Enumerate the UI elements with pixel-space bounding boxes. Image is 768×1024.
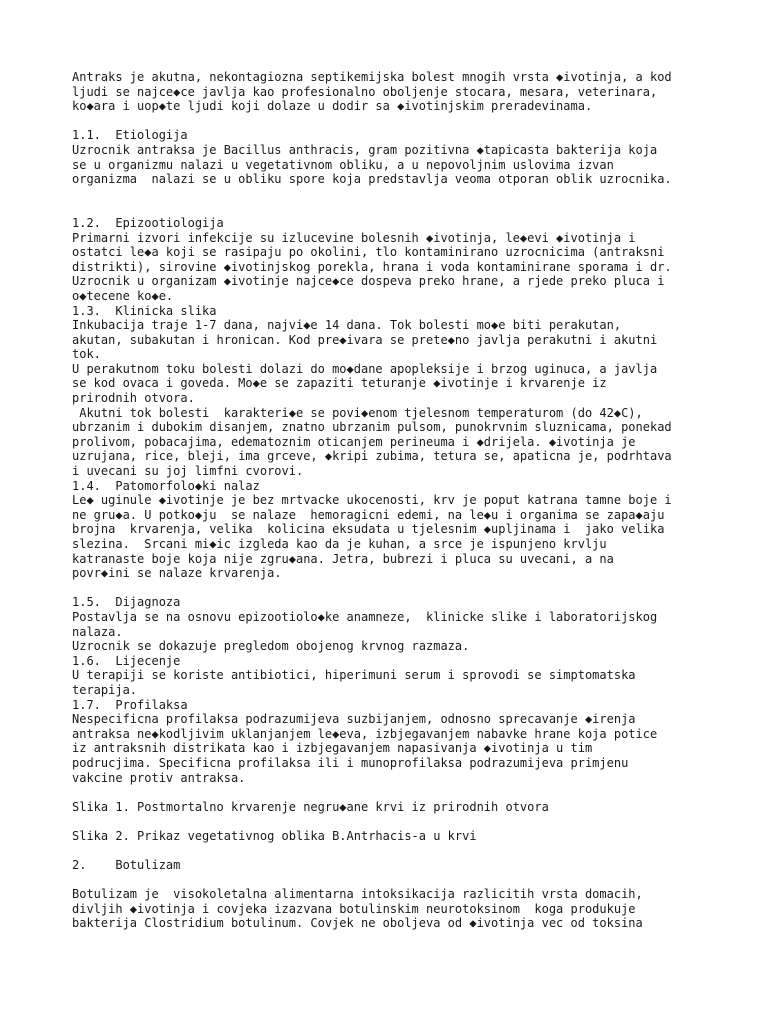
text-line	[72, 814, 712, 829]
text-line: divljih ◆ivotinja i covjeka izazvana botulinskim neurotoksinom koga produkuje	[72, 901, 636, 916]
text-line: Akutni tok bolesti karakteri◆e se povi◆enom tjelesnom temperaturom (do 42◆C),	[72, 405, 643, 420]
text-line: podrucjima. Specificna profilaksa ili i munoprofilaksa podrazumijeva primjenu	[72, 755, 629, 770]
text-line: brojna krvarenja, velika kolicina eksudata u tjelesnim ◆upljinama i jako velika	[72, 522, 665, 537]
text-line: terapija.	[72, 682, 138, 697]
text-line: U perakutnom toku bolesti dolazi do mo◆dane apopleksije i brzog uginuca, a javlja	[72, 361, 658, 376]
text-line	[72, 873, 712, 888]
text-line: 1.2. Epizootiologija	[72, 215, 224, 230]
text-line	[72, 581, 712, 596]
text-line: Uzrocnik u organizam ◆ivotinje najce◆ce dospeva preko hrane, a rjede preko pluca i	[72, 274, 665, 289]
text-line: 2. Botulizam	[72, 858, 181, 873]
text-line: ne gru◆a. U potko◆ju se nalaze hemoragicni edemi, na le◆u i organima se zapa◆aju	[72, 507, 665, 522]
text-line: o◆tecene ko◆e.	[72, 288, 174, 303]
text-line: organizma nalazi se u obliku spore koja predstavlja veoma otporan oblik uzrocnika.	[72, 172, 672, 187]
text-line: prirodnih otvora.	[72, 391, 195, 406]
text-line: povr◆ini se nalaze krvarenja.	[72, 566, 282, 581]
text-line: prolivom, pobacajima, edematoznim oticanjem perineuma i ◆drijela. ◆ivotinja je	[72, 434, 636, 449]
text-line: Primarni izvori infekcije su izlucevine bolesnih ◆ivotinja, le◆evi ◆ivotinja i	[72, 230, 636, 245]
text-line: antraksa ne◆kodljivim uklanjanjem le◆eva, izbjegavanjem nabavke hrane koja potice	[72, 726, 658, 741]
text-line: Slika 1. Postmortalno krvarenje negru◆ane krvi iz prirodnih otvora	[72, 799, 549, 814]
text-line	[72, 843, 712, 858]
text-line: Uzrocnik se dokazuje pregledom obojenog krvnog razmaza.	[72, 639, 470, 654]
text-line: nalaza.	[72, 624, 123, 639]
text-line: i uvecani su joj limfni cvorovi.	[72, 464, 304, 479]
text-line: se u organizmu nalazi u vegetativnom obliku, a u nepovoljnim uslovima izvan	[72, 157, 614, 172]
text-line: ubrzanim i dubokim disanjem, znatno ubrzanim pulsom, punokrvnim sluznicama, ponekad	[72, 420, 672, 435]
text-line: 1.7. Profilaksa	[72, 697, 188, 712]
text-line	[72, 785, 712, 800]
text-line: 1.3. Klinicka slika	[72, 303, 217, 318]
text-line: iz antraksnih distrikata kao i izbjegavanjem napasivanja ◆ivotinja u tim	[72, 741, 593, 756]
text-line: distrikti), sirovine ◆ivotinjskog porekla, hrana i voda kontaminirane sporama i dr.	[72, 259, 672, 274]
text-line: se kod ovaca i goveda. Mo◆e se zapaziti teturanje ◆ivotinje i krvarenje iz	[72, 376, 607, 391]
text-line: Uzrocnik antraksa je Bacillus anthracis, gram pozitivna ◆tapicasta bakterija koja	[72, 142, 658, 157]
text-line: Slika 2. Prikaz vegetativnog oblika B.Antrhacis-a u krvi	[72, 828, 477, 843]
text-line: ljudi se najce◆ce javlja kao profesionalno oboljenje stocara, mesara, veterinara,	[72, 84, 658, 99]
text-line: uzrujana, rice, bleji, ima grceve, ◆kripi zubima, tetura se, apaticna je, podrhtava	[72, 449, 672, 464]
text-line: ostatci le◆a koji se rasipaju po okolini, tlo kontaminirano uzrocnicima (antraksni	[72, 245, 665, 260]
text-line: vakcine protiv antraksa.	[72, 770, 246, 785]
text-line: Postavlja se na osnovu epizootiolo◆ke anamneze, klinicke slike i laboratorijskog	[72, 609, 658, 624]
text-line: 1.1. Etiologija	[72, 128, 188, 143]
text-line: Le◆ uginule ◆ivotinje je bez mrtvacke ukocenosti, krv je poput katrana tamne boje i	[72, 493, 672, 508]
text-line: 1.6. Lijecenje	[72, 653, 181, 668]
text-line: 1.4. Patomorfolo◆ki nalaz	[72, 478, 260, 493]
text-line: U terapiji se koriste antibiotici, hiperimuni serum i sprovodi se simptomatska	[72, 668, 636, 683]
text-line	[72, 187, 712, 202]
text-line	[72, 114, 712, 129]
text-line: katranaste boje koja nije zgru◆ana. Jetra, bubrezi i pluca su uvecani, a na	[72, 551, 614, 566]
text-line: Botulizam je visokoletalna alimentarna intoksikacija razlicitih vrsta domacih,	[72, 887, 643, 902]
document-body	[72, 70, 712, 931]
text-line: ko◆ara i uop◆te ljudi koji dolaze u dodir sa ◆ivotinjskim preradevinama.	[72, 99, 593, 114]
text-line: bakterija Clostridium botulinum. Covjek ne oboljeva od ◆ivotinja vec od toksina	[72, 916, 643, 931]
text-line: Inkubacija traje 1-7 dana, najvi◆e 14 dana. Tok bolesti mo◆e biti perakutan,	[72, 318, 622, 333]
text-line: slezina. Srcani mi◆ic izgleda kao da je kuhan, a srce je ispunjeno krvlju	[72, 537, 607, 551]
text-line: 1.5. Dijagnoza	[72, 595, 181, 610]
text-line: tok.	[72, 347, 101, 362]
text-line: Antraks je akutna, nekontagiozna septikemijska bolest mnogih vrsta ◆ivotinja, a kod	[72, 70, 672, 84]
text-line: akutan, subakutan i hronican. Kod pre◆ivara se prete◆no javlja perakutni i akutni	[72, 332, 658, 347]
text-line	[72, 201, 712, 216]
text-line: Nespecificna profilaksa podrazumijeva suzbijanjem, odnosno sprecavanje ◆irenja	[72, 712, 636, 727]
